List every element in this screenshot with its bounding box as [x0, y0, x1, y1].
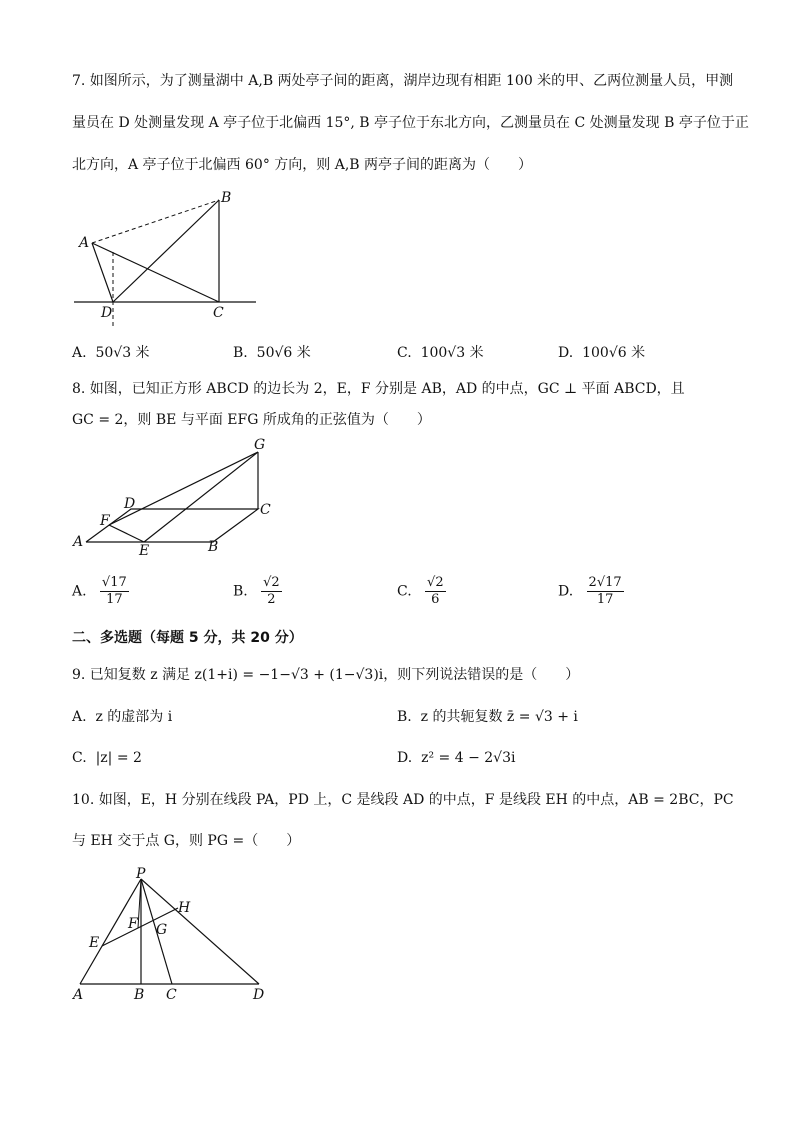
option-text: 50√3 米 — [95, 345, 150, 361]
q7-label-a: A — [79, 235, 90, 251]
denominator: 17 — [106, 592, 123, 607]
q8-text-line1: 8. 如图，已知正方形 ABCD 的边长为 2，E，F 分别是 AB，AD 的中点，GC ⊥ 平面 ABCD，且 — [72, 381, 685, 397]
q7-figure — [70, 190, 270, 330]
option-text: z 的虚部为 i — [95, 709, 173, 725]
option-letter: B. — [233, 583, 248, 600]
option-letter: B. — [397, 709, 412, 725]
option-text: z 的共轭复数 z̄ = √3 + i — [420, 709, 578, 725]
q10-text-line2: 与 EH 交于点 G，则 PG =（ ） — [72, 833, 301, 849]
q10-label-d: D — [253, 987, 265, 1003]
q7-option-c[interactable] — [397, 344, 484, 362]
q8-label-d: D — [124, 496, 136, 512]
q8-label-c: C — [260, 502, 271, 518]
q10-label-e: E — [89, 935, 100, 951]
option-letter: B. — [233, 345, 248, 361]
numerator: √17 — [101, 575, 127, 590]
q10-text-line1: 10. 如图，E，H 分别在线段 PA，PD 上，C 是线段 AD 的中点，F 是线段 EH 的中点，AB = 2BC，PC — [72, 792, 734, 808]
denominator: 2 — [267, 592, 276, 607]
q8-label-a: A — [73, 534, 84, 550]
option-letter: C. — [397, 583, 412, 600]
option-letter: C. — [397, 345, 412, 361]
q8-label-g: G — [254, 437, 266, 453]
q7-label-d: D — [101, 305, 113, 321]
q10-label-h: H — [178, 900, 191, 916]
option-letter: A. — [72, 345, 87, 361]
q9-option-d[interactable] — [397, 749, 515, 767]
q10-label-c: C — [166, 987, 177, 1003]
q10-label-f: F — [128, 916, 138, 932]
q10-label-b: B — [134, 987, 145, 1003]
option-text: 100√6 米 — [582, 345, 646, 361]
denominator: 6 — [431, 592, 440, 607]
q8-text-line2: GC = 2，则 BE 与平面 EFG 所成角的正弦值为（ ） — [72, 412, 431, 428]
option-text: 50√6 米 — [256, 345, 311, 361]
denominator: 17 — [596, 592, 614, 607]
q7-text-line2: 量员在 D 处测量发现 A 亭子位于北偏西 15°, B 亭子位于东北方向，乙测量员在 C 处测量发现 B 亭子位于正 — [72, 115, 749, 131]
q8-label-e: E — [139, 543, 150, 559]
numerator: √2 — [263, 575, 280, 590]
option-letter: D. — [558, 583, 574, 600]
fraction — [587, 575, 624, 608]
fraction — [100, 575, 129, 608]
q7-text-line1: 7. 如图所示，为了测量湖中 A,B 两处亭子间的距离，湖岸边现有相距 100 米的甲、乙两位测量人员，甲测 — [72, 73, 734, 89]
q8-label-f: F — [100, 513, 110, 529]
option-text: |z| = 2 — [95, 750, 142, 766]
option-text: 100√3 米 — [420, 345, 484, 361]
q7-text-line3: 北方向，A 亭子位于北偏西 60° 方向，则 A,B 两亭子间的距离为（ ） — [72, 157, 533, 173]
q9-option-b[interactable] — [397, 708, 578, 726]
q8-option-c[interactable] — [397, 575, 446, 608]
section-heading: 二、多选题（每题 5 分，共 20 分） — [72, 630, 303, 646]
q10-figure — [70, 866, 280, 1006]
q8-figure — [72, 436, 282, 559]
option-letter: A. — [72, 709, 87, 725]
q8-option-d[interactable] — [558, 575, 624, 608]
fraction — [261, 575, 282, 608]
option-letter: D. — [397, 750, 413, 766]
q7-label-c: C — [213, 305, 224, 321]
q10-label-p: P — [136, 866, 146, 882]
numerator: 2√17 — [588, 575, 622, 590]
option-letter: C. — [72, 750, 87, 766]
q7-label-b: B — [221, 190, 232, 206]
numerator: √2 — [427, 575, 444, 590]
q10-label-a: A — [73, 987, 84, 1003]
q10-label-g: G — [156, 922, 168, 938]
q7-option-b[interactable] — [233, 344, 311, 362]
q8-option-b[interactable] — [233, 575, 282, 608]
q8-label-b: B — [208, 539, 219, 555]
q9-option-c[interactable] — [72, 749, 142, 767]
q8-option-a[interactable] — [72, 575, 129, 608]
option-letter: D. — [558, 345, 574, 361]
option-letter: A. — [72, 583, 87, 600]
q7-option-a[interactable] — [72, 344, 150, 362]
q9-text-line1: 9. 已知复数 z 满足 z(1+i) = −1−√3 + (1−√3)i，则下列说法错误的是（ ） — [72, 667, 580, 683]
q7-option-d[interactable] — [558, 344, 645, 362]
option-text: z² = 4 − 2√3i — [421, 750, 516, 766]
q9-option-a[interactable] — [72, 708, 172, 726]
fraction — [425, 575, 446, 608]
